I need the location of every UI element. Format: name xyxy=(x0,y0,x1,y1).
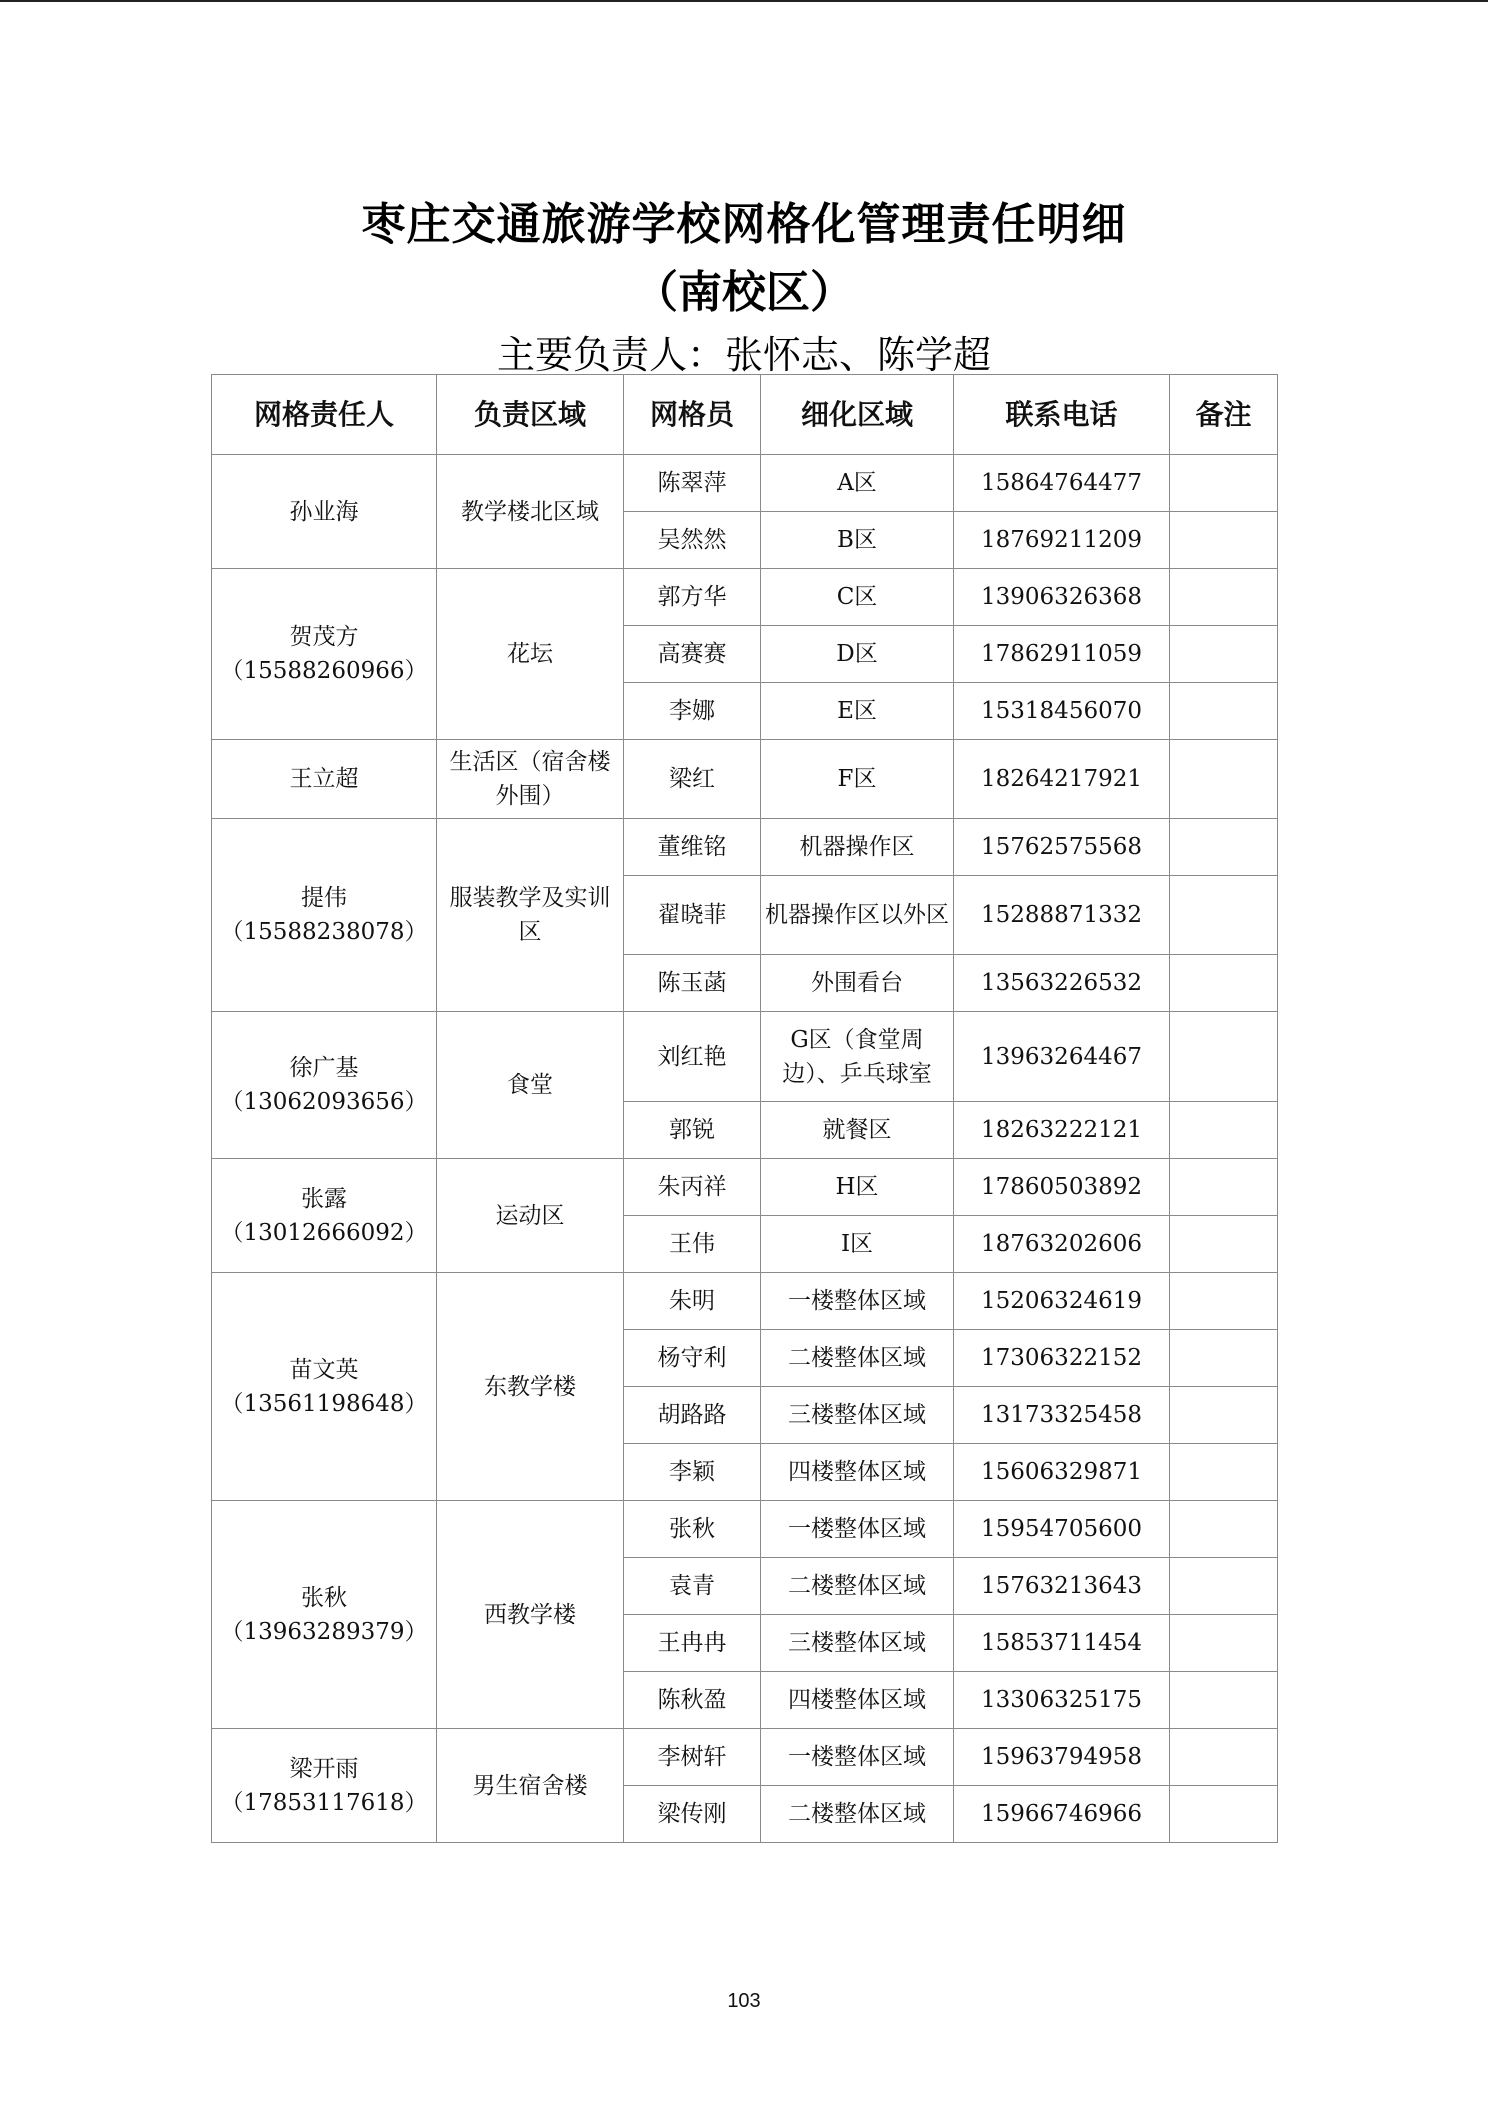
phone-cell: 13906326368 xyxy=(954,569,1170,626)
manager-phone: （15588238078） xyxy=(220,919,428,945)
table-row xyxy=(212,1012,1278,1102)
table-row xyxy=(212,1159,1278,1216)
zone-cell: 四楼整体区域 xyxy=(761,1672,954,1729)
zone-cell: D区 xyxy=(761,626,954,683)
member-cell: 陈玉菡 xyxy=(624,955,761,1012)
table-row xyxy=(212,819,1278,876)
zone-cell: A区 xyxy=(761,455,954,512)
area-cell: 服装教学及实训区 xyxy=(437,819,624,1012)
manager-name: 张露 xyxy=(301,1185,347,1212)
header-phone: 联系电话 xyxy=(954,375,1170,455)
manager-cell xyxy=(212,1012,437,1159)
member-cell: 王冉冉 xyxy=(624,1615,761,1672)
manager-cell xyxy=(212,1729,437,1843)
zone-cell: E区 xyxy=(761,683,954,740)
manager-phone: （13561198648） xyxy=(220,1390,428,1417)
phone-cell: 15206324619 xyxy=(954,1273,1170,1330)
zone-cell: 四楼整体区域 xyxy=(761,1444,954,1501)
phone-cell: 18763202606 xyxy=(954,1216,1170,1273)
member-cell: 王伟 xyxy=(624,1216,761,1273)
zone-cell: 三楼整体区域 xyxy=(761,1615,954,1672)
note-cell xyxy=(1170,1159,1278,1216)
zone-cell: I区 xyxy=(761,1216,954,1273)
zone-cell: 就餐区 xyxy=(761,1102,954,1159)
manager-name: 梁开雨 xyxy=(289,1755,359,1782)
manager-name: 提伟 xyxy=(301,885,347,911)
note-cell xyxy=(1170,1102,1278,1159)
note-cell xyxy=(1170,1330,1278,1387)
member-cell: 高赛赛 xyxy=(624,626,761,683)
manager-phone: （15588260966） xyxy=(220,658,428,684)
area-cell: 教学楼北区域 xyxy=(437,455,624,569)
manager-phone: （13963289379） xyxy=(220,1618,428,1645)
note-cell xyxy=(1170,455,1278,512)
note-cell xyxy=(1170,955,1278,1012)
zone-cell: 机器操作区以外区 xyxy=(761,876,954,955)
table-row xyxy=(212,1501,1278,1558)
zone-cell: 二楼整体区域 xyxy=(761,1330,954,1387)
member-cell: 杨守利 xyxy=(624,1330,761,1387)
manager-cell xyxy=(212,740,437,819)
phone-cell: 13563226532 xyxy=(954,955,1170,1012)
member-cell: 梁传刚 xyxy=(624,1786,761,1843)
table-row xyxy=(212,569,1278,626)
note-cell xyxy=(1170,1012,1278,1102)
member-cell: 李娜 xyxy=(624,683,761,740)
member-cell: 朱丙祥 xyxy=(624,1159,761,1216)
manager-name: 贺茂方 xyxy=(289,624,359,650)
note-cell xyxy=(1170,569,1278,626)
manager-phone: （17853117618） xyxy=(220,1789,428,1816)
note-cell xyxy=(1170,876,1278,955)
grid-management-table xyxy=(211,374,1278,1843)
area-cell: 西教学楼 xyxy=(437,1501,624,1729)
manager-cell xyxy=(212,1501,437,1729)
member-cell: 陈秋盈 xyxy=(624,1672,761,1729)
phone-cell: 15606329871 xyxy=(954,1444,1170,1501)
note-cell xyxy=(1170,626,1278,683)
note-cell xyxy=(1170,512,1278,569)
member-cell: 朱明 xyxy=(624,1273,761,1330)
note-cell xyxy=(1170,1786,1278,1843)
member-cell: 袁青 xyxy=(624,1558,761,1615)
phone-cell: 15864764477 xyxy=(954,455,1170,512)
header-area: 负责区域 xyxy=(437,375,624,455)
member-cell: 李树轩 xyxy=(624,1729,761,1786)
phone-cell: 18769211209 xyxy=(954,512,1170,569)
table-row xyxy=(212,740,1278,819)
note-cell xyxy=(1170,1615,1278,1672)
manager-cell xyxy=(212,569,437,740)
phone-cell: 15762575568 xyxy=(954,819,1170,876)
table-row xyxy=(212,455,1278,512)
header-note: 备注 xyxy=(1170,375,1278,455)
phone-cell: 15853711454 xyxy=(954,1615,1170,1672)
member-cell: 郭锐 xyxy=(624,1102,761,1159)
manager-name: 张秋 xyxy=(301,1584,347,1611)
manager-phone: （13012666092） xyxy=(220,1219,428,1246)
phone-cell: 17862911059 xyxy=(954,626,1170,683)
note-cell xyxy=(1170,1729,1278,1786)
area-cell: 东教学楼 xyxy=(437,1273,624,1501)
header-member: 网格员 xyxy=(624,375,761,455)
phone-cell: 15954705600 xyxy=(954,1501,1170,1558)
zone-cell: F区 xyxy=(761,740,954,819)
manager-phone: （13062093656） xyxy=(220,1089,428,1115)
zone-cell: 二楼整体区域 xyxy=(761,1786,954,1843)
zone-cell: 机器操作区 xyxy=(761,819,954,876)
note-cell xyxy=(1170,1558,1278,1615)
header-zone: 细化区域 xyxy=(761,375,954,455)
manager-name: 苗文英 xyxy=(289,1356,359,1383)
phone-cell: 18264217921 xyxy=(954,740,1170,819)
manager-cell xyxy=(212,819,437,1012)
member-cell: 董维铭 xyxy=(624,819,761,876)
phone-cell: 13173325458 xyxy=(954,1387,1170,1444)
area-cell: 食堂 xyxy=(437,1012,624,1159)
note-cell xyxy=(1170,740,1278,819)
phone-cell: 15288871332 xyxy=(954,876,1170,955)
member-cell: 陈翠萍 xyxy=(624,455,761,512)
member-cell: 梁红 xyxy=(624,740,761,819)
area-cell: 男生宿舍楼 xyxy=(437,1729,624,1843)
phone-cell: 17860503892 xyxy=(954,1159,1170,1216)
zone-cell: 三楼整体区域 xyxy=(761,1387,954,1444)
phone-cell: 18263222121 xyxy=(954,1102,1170,1159)
member-cell: 吴然然 xyxy=(624,512,761,569)
zone-cell: 一楼整体区域 xyxy=(761,1273,954,1330)
member-cell: 胡路路 xyxy=(624,1387,761,1444)
page-number: 103 xyxy=(727,1990,761,2012)
phone-cell: 15318456070 xyxy=(954,683,1170,740)
table-row xyxy=(212,1729,1278,1786)
phone-cell: 15966746966 xyxy=(954,1786,1170,1843)
phone-cell: 13306325175 xyxy=(954,1672,1170,1729)
note-cell xyxy=(1170,683,1278,740)
note-cell xyxy=(1170,819,1278,876)
table-row xyxy=(212,1273,1278,1330)
manager-cell xyxy=(212,1159,437,1273)
area-cell: 花坛 xyxy=(437,569,624,740)
phone-cell: 15963794958 xyxy=(954,1729,1170,1786)
zone-cell: 一楼整体区域 xyxy=(761,1501,954,1558)
zone-cell: 一楼整体区域 xyxy=(761,1729,954,1786)
note-cell xyxy=(1170,1501,1278,1558)
note-cell xyxy=(1170,1216,1278,1273)
area-cell: 运动区 xyxy=(437,1159,624,1273)
header-manager: 网格责任人 xyxy=(212,375,437,455)
member-cell: 李颖 xyxy=(624,1444,761,1501)
member-cell: 郭方华 xyxy=(624,569,761,626)
manager-name: 孙业海 xyxy=(289,498,359,525)
phone-cell: 15763213643 xyxy=(954,1558,1170,1615)
zone-cell: H区 xyxy=(761,1159,954,1216)
manager-cell xyxy=(212,455,437,569)
document-subtitle: （南校区） xyxy=(634,267,854,318)
member-cell: 张秋 xyxy=(624,1501,761,1558)
member-cell: 翟晓菲 xyxy=(624,876,761,955)
document-leaders: 主要负责人：张怀志、陈学超 xyxy=(496,333,991,377)
manager-name: 徐广基 xyxy=(289,1055,359,1081)
zone-cell: 外围看台 xyxy=(761,955,954,1012)
note-cell xyxy=(1170,1672,1278,1729)
phone-cell: 17306322152 xyxy=(954,1330,1170,1387)
zone-cell: B区 xyxy=(761,512,954,569)
top-border-line xyxy=(0,0,1488,2)
note-cell xyxy=(1170,1273,1278,1330)
document-title: 枣庄交通旅游学校网格化管理责任明细 xyxy=(361,199,1127,250)
zone-cell: 二楼整体区域 xyxy=(761,1558,954,1615)
zone-cell: G区（食堂周边）、乒乓球室 xyxy=(761,1012,954,1102)
note-cell xyxy=(1170,1444,1278,1501)
member-cell: 刘红艳 xyxy=(624,1012,761,1102)
note-cell xyxy=(1170,1387,1278,1444)
table-header-row xyxy=(212,375,1278,455)
manager-name: 王立超 xyxy=(289,766,359,792)
manager-cell xyxy=(212,1273,437,1501)
phone-cell: 13963264467 xyxy=(954,1012,1170,1102)
area-cell: 生活区（宿舍楼外围） xyxy=(437,740,624,819)
zone-cell: C区 xyxy=(761,569,954,626)
